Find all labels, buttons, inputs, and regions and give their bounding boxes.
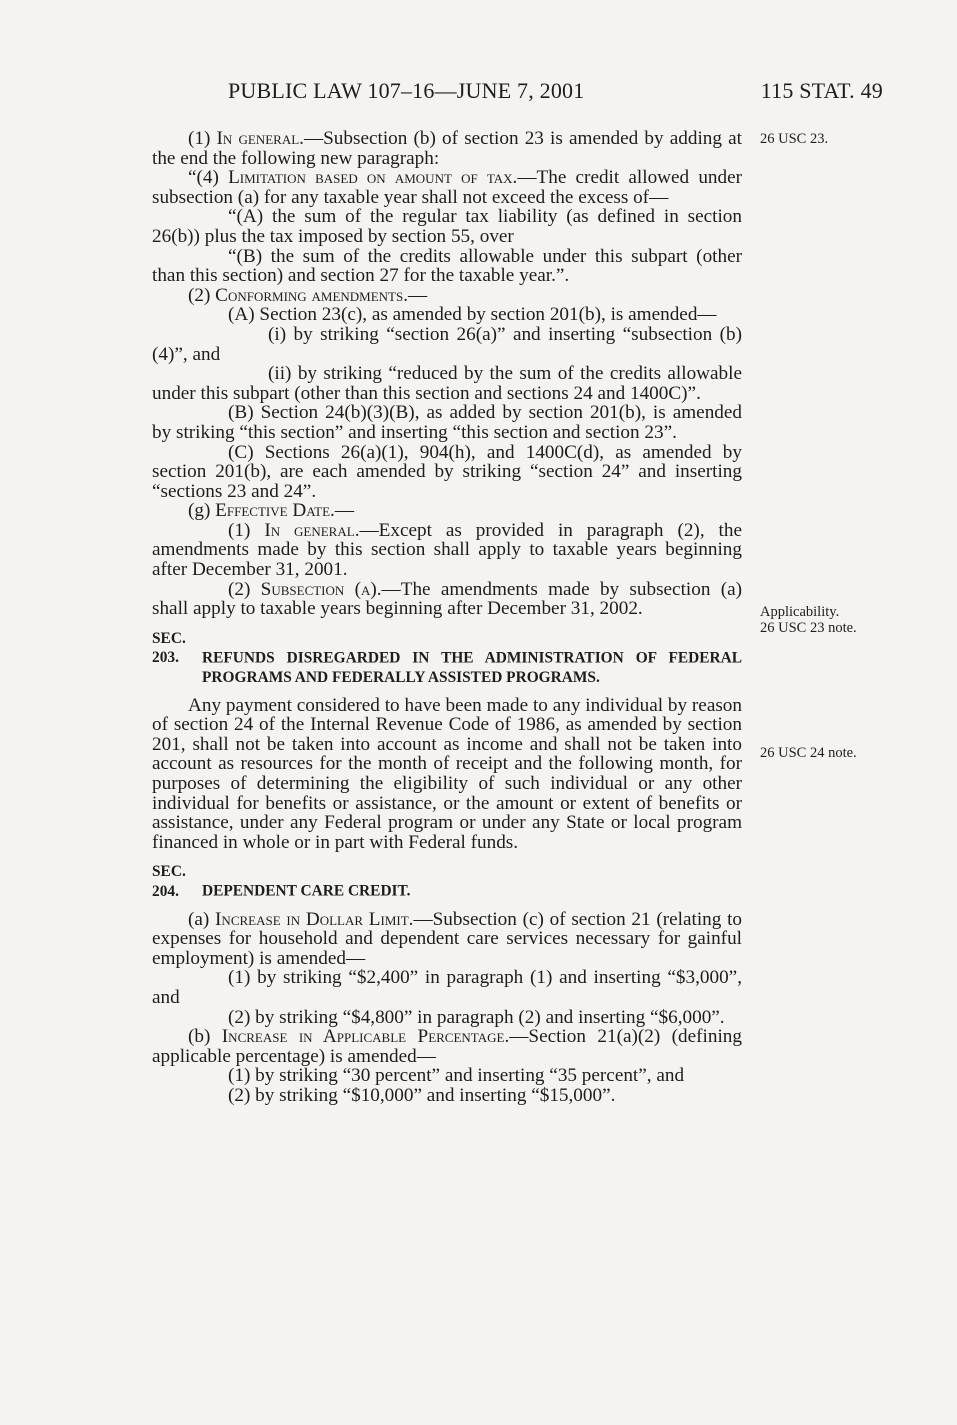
paragraph: (B) Section 24(b)(3)(B), as added by section 201(b), is amended by striking “this section” and inserting “this section and section 23”. — [152, 402, 742, 443]
document-body — [152, 129, 742, 1106]
paragraph: (2) by striking “$10,000” and inserting “$15,000”. — [228, 1084, 616, 1106]
paragraph: (2) by striking “$4,800” in paragraph (2) and inserting “$6,000”. — [228, 1006, 725, 1028]
run-in-heading: Increase in Applicable Percentage — [221, 1026, 505, 1048]
header-citation: PUBLIC LAW 107–16—JUNE 7, 2001 — [228, 78, 585, 103]
run-in-heading: In general — [216, 128, 300, 149]
margin-note-26usc24-note: 26 USC 24 note. — [760, 745, 857, 761]
paragraph: (C) Sections 26(a)(1), 904(h), and 1400C(d), as amended by section 201(b), are each amended by striking “section 24” and inserting “sections 23 and 24”. — [152, 441, 742, 502]
paragraph: (2) Conforming amendments.— — [188, 284, 428, 306]
paragraph: (i) by striking “section 26(a)” and inserting “subsection (b)(4)”, and — [152, 323, 742, 365]
paragraph: (A) Section 23(c), as amended by section 201(b), is amended— — [228, 304, 717, 326]
section-heading-204: SEC. 204. DEPENDENT CARE CREDIT. — [152, 863, 411, 900]
paragraph: (1) by striking “$2,400” in paragraph (1) and inserting “$3,000”, and — [152, 967, 742, 1008]
paragraph: “(4) Limitation based on amount of tax.—The credit allowed under subsection (a) for any taxable year shall not exceed the excess of— — [152, 167, 743, 208]
run-in-heading: In general — [264, 519, 355, 541]
paragraph: (b) Increase in Applicable Percentage.—Section 21(a)(2) (defining applicable percentage) is amended— — [152, 1026, 742, 1067]
margin-note-26usc23-note: 26 USC 23 note. — [760, 620, 857, 636]
paragraph: (ii) by striking “reduced by the sum of the credits allowable under this subpart (other than this section and sections 24 and 1400C)”. — [152, 363, 742, 404]
header-page-number: 115 STAT. 49 — [760, 78, 883, 103]
paragraph: “(A) the sum of the regular tax liability (as defined in section 26(b)) plus the tax imposed by section 55, over — [152, 206, 742, 247]
paragraph: (1) In general.—Except as provided in paragraph (2), the amendments made by this section shall apply to taxable years beginning after December 31, 2001. — [152, 519, 742, 581]
run-in-heading: Limitation based on amount of tax — [228, 167, 513, 189]
run-in-heading: Conforming amendments — [215, 284, 404, 306]
run-in-heading: Increase in Dollar Limit — [215, 908, 409, 930]
paragraph: “(B) the sum of the credits allowable under this subpart (other than this section) and section 27 for the taxable year.”. — [152, 245, 742, 287]
run-in-heading: Subsection (a) — [260, 578, 377, 600]
paragraph: Any payment considered to have been made to any individual by reason of section 24 of the Internal Revenue Code of 1986, as amended by section 201, shall not be taken into account as income and shall not be taken into account as resources for the month of receipt and the following month, for purposes of determining the eligibility of such individual or any other individual for benefits or assistance, or the amount or extent of benefits or assistance, under any Federal program or under any State or local program financed in whole or in part with Federal funds. — [152, 694, 742, 853]
run-in-heading: Effective Date — [215, 500, 331, 522]
margin-note-applicability: Applicability. — [760, 604, 840, 620]
paragraph: (a) Increase in Dollar Limit.—Subsection (c) of section 21 (relating to expenses for household and dependent care services necessary for gainful employment) is amended— — [152, 908, 742, 969]
margin-note-26usc23: 26 USC 23. — [760, 131, 829, 147]
section-heading-203: SEC. 203. REFUNDS DISREGARDED IN THE ADMINISTRATION OF FEDERAL PROGRAMS AND FEDERALLY ASSISTED PROGRAMS. — [152, 629, 742, 687]
paragraph: (1) by striking “30 percent” and inserting “35 percent”, and — [228, 1065, 685, 1087]
paragraph: (g) Effective Date.— — [188, 500, 355, 522]
paragraph: (2) Subsection (a).—The amendments made by subsection (a) shall apply to taxable years beginning after December 31, 2002. — [152, 578, 742, 620]
paragraph: (1) In general.—Subsection (b) of section 23 is amended by adding at the end the following new paragraph: — [152, 128, 743, 169]
